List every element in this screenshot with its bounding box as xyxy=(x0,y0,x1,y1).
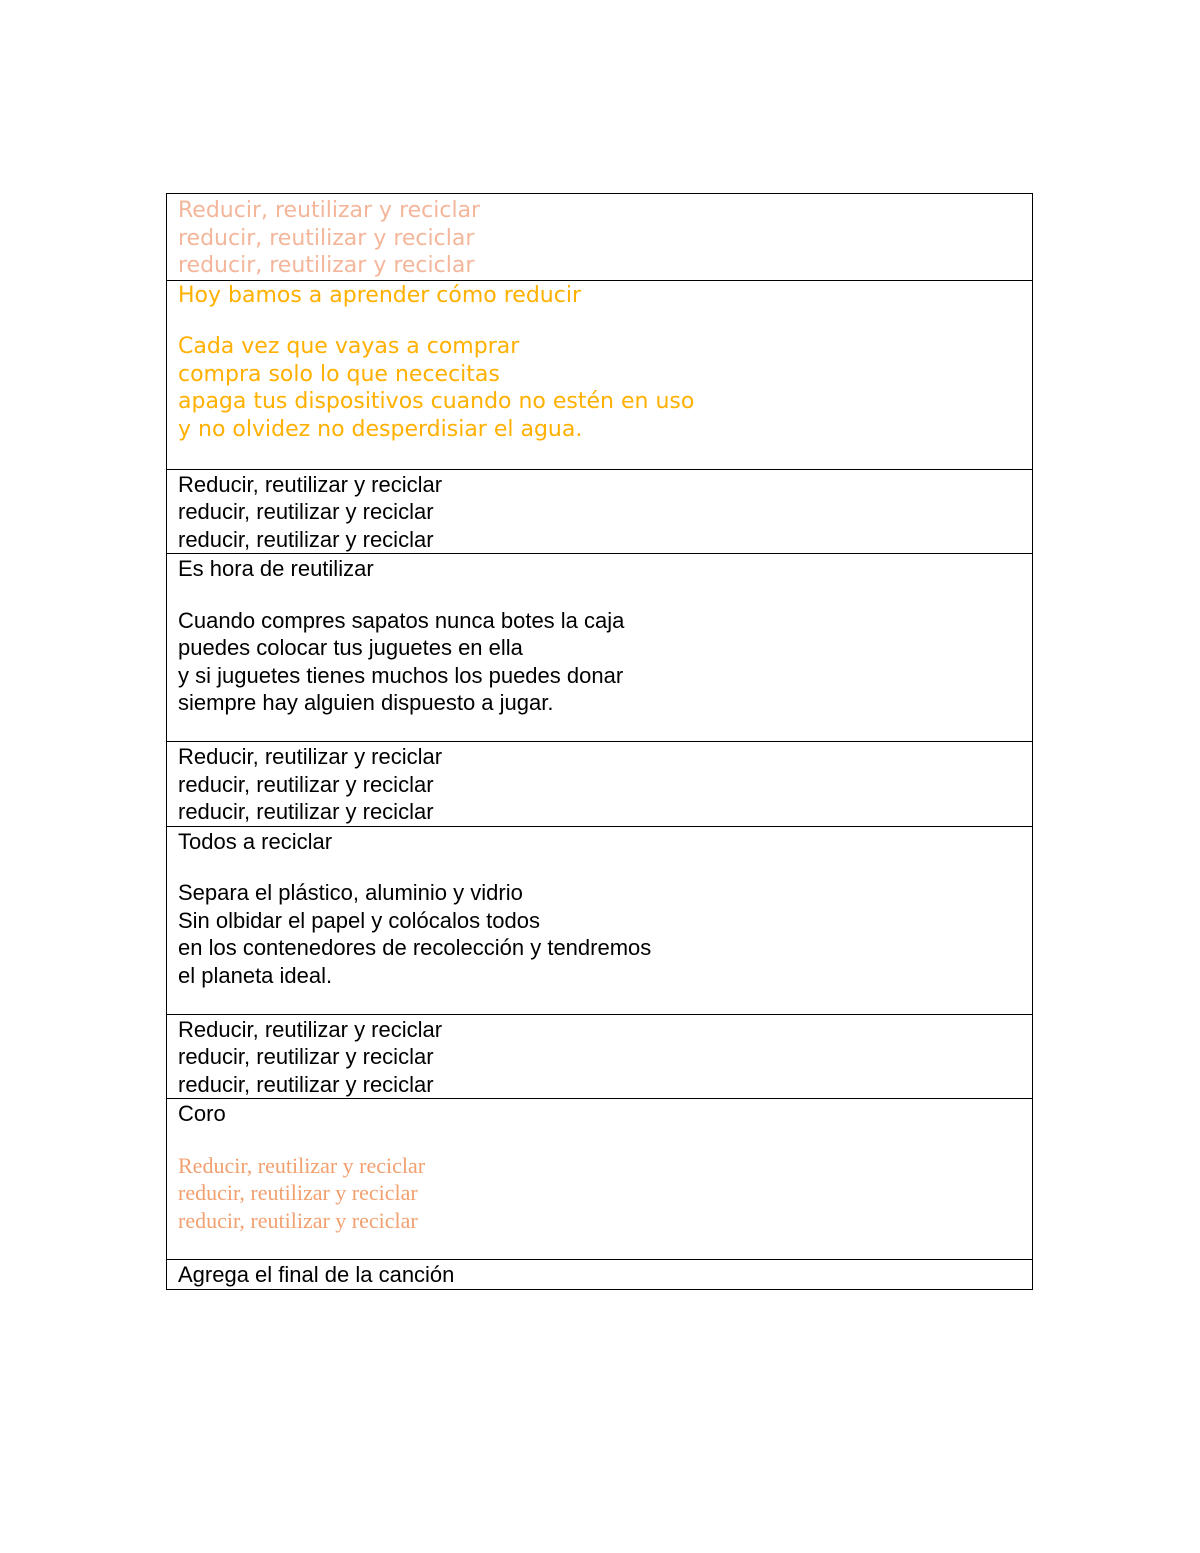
verse-line: Separa el plástico, aluminio y vidrio xyxy=(178,880,523,905)
verse-line: Cada vez que vayas a comprar xyxy=(178,334,520,359)
table-row xyxy=(167,469,1033,554)
verse-line: el planeta ideal. xyxy=(178,962,333,988)
chorus-cell xyxy=(167,1014,1033,1099)
chorus-line: Reducir, reutilizar y reciclar xyxy=(178,471,443,497)
verse-cell xyxy=(167,554,1033,742)
verse-line: y si juguetes tienes muchos los puedes donar xyxy=(178,662,624,688)
table-row xyxy=(167,554,1033,742)
verse-cell xyxy=(167,280,1033,469)
chorus-cell xyxy=(167,469,1033,554)
chorus-line: reducir, reutilizar y reciclar xyxy=(178,1044,434,1069)
verse-heading: Todos a reciclar xyxy=(178,828,333,854)
verse-cell xyxy=(167,826,1033,1014)
verse-line: y no olvidez no desperdisiar el agua. xyxy=(178,416,583,442)
verse-heading: Hoy bamos a aprender cómo reducir xyxy=(178,282,582,308)
coro-line: reducir, reutilizar y reciclar xyxy=(178,1180,418,1205)
coro-cell xyxy=(167,1099,1033,1260)
chorus-line: reducir, reutilizar y reciclar xyxy=(178,1071,434,1097)
coro-heading: Coro xyxy=(178,1101,226,1126)
final-prompt: Agrega el final de la canción xyxy=(178,1262,455,1287)
chorus-line: Reducir, reutilizar y reciclar xyxy=(178,1016,443,1042)
verse-line: en los contenedores de recolección y tendremos xyxy=(178,935,652,960)
chorus-line: Reducir, reutilizar y reciclar xyxy=(178,198,481,223)
verse-line: Sin olbidar el papel y colócalos todos xyxy=(178,907,541,933)
table-row xyxy=(167,194,1033,281)
table-row xyxy=(167,1260,1033,1290)
chorus-line: reducir, reutilizar y reciclar xyxy=(178,499,434,524)
verse-line: puedes colocar tus juguetes en ella xyxy=(178,635,523,660)
coro-line: reducir, reutilizar y reciclar xyxy=(178,1207,418,1233)
chorus-cell xyxy=(167,194,1033,281)
verse-heading: Es hora de reutilizar xyxy=(178,556,374,581)
song-lyrics-table xyxy=(166,193,1033,1290)
verse-line: apaga tus dispositivos cuando no estén en uso xyxy=(178,389,695,414)
final-cell xyxy=(167,1260,1033,1290)
chorus-line: reducir, reutilizar y reciclar xyxy=(178,771,434,797)
chorus-line: Reducir, reutilizar y reciclar xyxy=(178,744,443,769)
verse-line: compra solo lo que nececitas xyxy=(178,361,500,387)
chorus-line: reducir, reutilizar y reciclar xyxy=(178,253,475,278)
table-row xyxy=(167,1014,1033,1099)
verse-line: siempre hay alguien dispuesto a jugar. xyxy=(178,690,554,715)
chorus-line: reducir, reutilizar y reciclar xyxy=(178,225,475,251)
chorus-line: reducir, reutilizar y reciclar xyxy=(178,526,434,552)
coro-line: Reducir, reutilizar y reciclar xyxy=(178,1152,426,1178)
table-row xyxy=(167,1099,1033,1260)
verse-line: Cuando compres sapatos nunca botes la caja xyxy=(178,607,625,633)
table-row xyxy=(167,742,1033,827)
table-row xyxy=(167,826,1033,1014)
chorus-line: reducir, reutilizar y reciclar xyxy=(178,799,434,824)
table-row xyxy=(167,280,1033,469)
chorus-cell xyxy=(167,742,1033,827)
